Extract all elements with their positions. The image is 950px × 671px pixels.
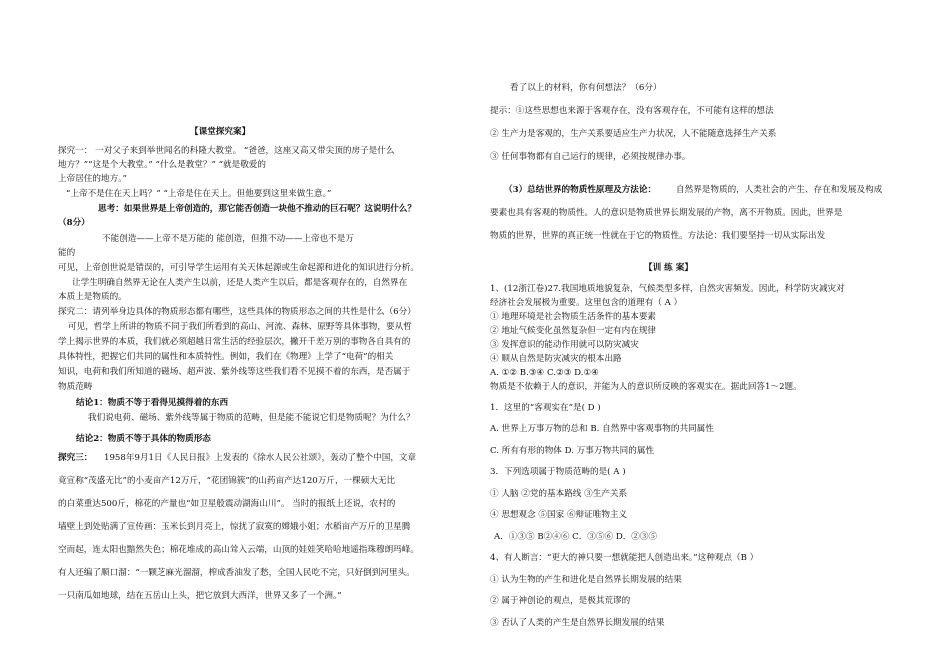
text-line: 物质的世界，世界的真正统一性就在于它的物质性。方法论：我们要坚持一切从实际出发	[490, 231, 826, 241]
hint-line: ③ 任何事物都有自己运行的规律，必须按规律办事。	[490, 152, 691, 162]
text-line: 竟宣称“茂盛无比”的小麦亩产12万斤，“花团锦簇”的山药亩产达120万斤，一棵硕大无比	[58, 476, 396, 486]
question-line: 4、有人断言：“更大的神只要一想就能把人创造出来。”这种观点（B ）	[490, 553, 759, 563]
text-line: 上帝居住的地方。”	[58, 174, 127, 184]
option-line: ④ 思想观念 ⑤国家 ⑥辩证唯物主义	[490, 510, 628, 520]
text-line: 不能创造——上帝不是万能的 能创造，但推不动——上帝也不是万	[102, 234, 354, 244]
question-line: 1．这里的“客观实在”是( D )	[490, 403, 601, 413]
choices-line: A. 世界上万事万物的总和 B. 自然界中客观事物的共同属性	[490, 424, 714, 434]
conclusion-1: 结论1：物质不等于看得见摸得着的东西	[76, 398, 229, 408]
text-line: 地方？”“这是个大教堂。” “什么是教堂？” “就是敬爱的	[58, 160, 266, 170]
option-line: ③ 否认了人类的产生是自然界长期发展的结果	[490, 618, 665, 628]
option-line: ① 人脑 ②党的基本路线 ③生产关系	[490, 489, 628, 499]
text-line: “上帝不是住在天上吗？” “上帝是住在天上。但他要到这里来做生意。”	[66, 189, 332, 199]
option-line: ① 认为生物的产生和进化是自然界长期发展的结果	[490, 575, 682, 585]
text-line: 的白菜重达500斤，棉花的产量也“如卫星般震动湖海山川”。 当时的报纸上还说，农村的	[58, 499, 396, 509]
option-line: ② 地址气候变化虽然复杂但一定有内在规律	[490, 326, 657, 336]
text-line: 物质是不依赖于人的意识，并能为人的意识所反映的客观实在。据此回答1～2题。	[490, 382, 802, 392]
text-line: 可见，上帝创世说是错误的，可引导学生运用有关天体起源或生命起源和进化的知识进行分析。	[58, 263, 419, 273]
summary-heading: （3）总结世界的物质性原理及方法论：	[504, 185, 657, 195]
option-line: ③ 发挥意识的能动作用就可以防灾减灾	[490, 340, 639, 350]
text-line: 学上揭示世界的本质，我们就必须超越日常生活的经验层次，撇开千差万别的事物各自具有的	[58, 337, 411, 347]
text-line: 物质范畴	[58, 382, 93, 392]
section-title-inquiry: 【课堂探究案】	[190, 127, 251, 137]
text-line: 能的	[58, 248, 76, 258]
option-line: ① 地理环境是社会物质生活条件的基本要素	[490, 312, 657, 322]
text-line: 知识，电荷和我们所知道的磁场、超声波、紫外线等这些我们看不见摸不着的东西，是否属于	[58, 367, 411, 377]
option-line: ④ 顺从自然是防灾减灾的根本出路	[490, 354, 622, 364]
text-line: 可见，哲学上所讲的物质不同于我们所看到的高山、河流、森林、原野等具体事物，要从哲	[68, 322, 412, 332]
text-line: 空而起，连太阳也黯然失色；棉花堆成的高山耸入云端，山顶的娃娃笑哈哈地遥指珠穆朗玛峰。	[58, 545, 419, 555]
option-line: ② 属于神创论的观点，是极其荒谬的	[490, 596, 631, 606]
text-line: 墙壁上到处贴满了宣传画：玉米长到月亮上，惊扰了寂寞的嫦娥小姐；水稻亩产万斤的卫星腾	[58, 522, 411, 532]
text-line: 探究二：请列举身边具体的物质形态都有哪些，这些具体的物质形态之间的共性是什么（6分）	[58, 307, 416, 317]
text-line: 让学生明确自然界无论在人类产生以前，还是人类产生以后，都是客观存在的，自然界在	[72, 278, 408, 288]
question-line: 思考：如果世界是上帝创造的，那它能否创造一块他不推动的巨石呢？这说明什么？	[98, 204, 416, 214]
inquiry-3-label: 探究三：	[58, 453, 93, 463]
text-line: 一只南瓜如地球，结在五岳山上头，把它放到大西洋，世界又多了一个洲。”	[58, 591, 342, 601]
text-line: 探究一： 一对父子来到举世闻名的科隆大教堂。 “爸爸，这座又高又带尖顶的房子是什么	[58, 146, 395, 156]
choices-line: A. ①② B.③④ C.②③ D.①④	[490, 368, 599, 378]
score-note: （8分）	[58, 218, 90, 228]
text-line: 要素也具有客观的物质性。人的意识是物质世界长期发展的产物，离不开物质。因此，世界是	[490, 208, 843, 218]
text-line: 具体特性，把握它们共同的属性和本质特性。例如，我们在《物理》上学了“电荷”的相关	[58, 352, 394, 362]
text-line: 自然界是物质的，人类社会的产生、存在和发展及构成	[676, 185, 883, 195]
hint-line: 提示：①这些思想也来源于客观存在，没有客观存在，不可能有这样的想法	[490, 106, 774, 116]
question-line: 3．下列选项属于物质范畴的是( A )	[490, 467, 626, 477]
section-title-practice: 【训 练 案】	[644, 263, 693, 273]
question-line: 1、(12浙江卷)27.我国地质地貌复杂，气候类型多样，自然灾害频发。因此，科学防灾减灾对	[490, 284, 845, 294]
conclusion-2: 结论2：物质不等于具体的物质形态	[76, 434, 211, 444]
text-line: 我们说电荷、磁场、紫外线等属于物质的范畴，但是能不能说它们是物质呢？为什么？	[88, 413, 415, 423]
text-line: 看了以上的材料，你有何想法？（6分）	[510, 83, 662, 93]
choices-line: C. 所有有形的物体 D. 万事万物共同的属性	[490, 446, 655, 456]
question-line: 经济社会发展极为重要。这里包含的道理有（ A ）	[490, 298, 683, 308]
text-line: 1958年9月1日《人民日报》上发表的《徐水人民公社颂》，轰动了整个中国，文章	[104, 453, 417, 463]
hint-line: ② 生产力是客观的，生产关系要适应生产力状况，人不能随意选择生产关系	[490, 129, 777, 139]
text-line: 有人还编了顺口溜：“一颗芝麻光溜溜，榨成香油发了愁，全国人民吃不完，只好倒到河里头。	[58, 568, 415, 578]
choices-line: A．①③⑤ B②④⑥ C．③⑤⑥ D．②③⑤	[494, 532, 658, 542]
text-line: 本质上是物质的。	[58, 292, 127, 302]
